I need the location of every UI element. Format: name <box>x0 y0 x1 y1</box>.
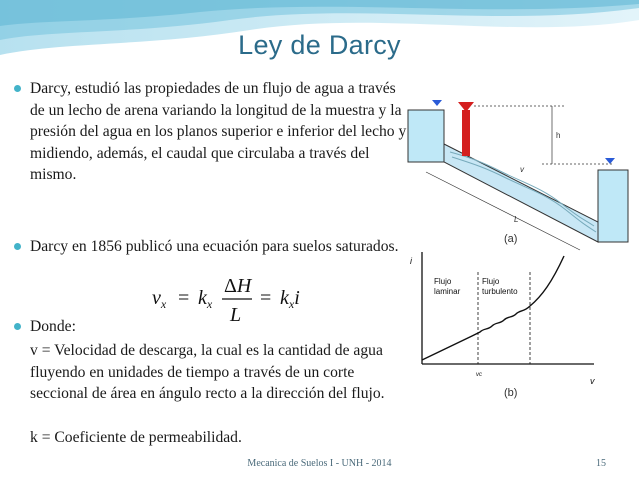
formula-vx: $v_x$ <box>152 287 167 311</box>
label-h: h <box>556 131 561 140</box>
darcy-figure <box>402 92 634 404</box>
figure-a-label: (a) <box>504 233 518 245</box>
bullet-darcy-study <box>14 78 409 186</box>
slide-title: Ley de Darcy <box>238 30 401 60</box>
bullet-darcy-1856 <box>14 236 409 258</box>
figure-a-apparatus <box>408 100 628 250</box>
water-level-icon <box>432 100 442 106</box>
label-vc: vc <box>476 372 482 378</box>
label-v: v <box>520 165 524 174</box>
formula-eq2: = <box>260 287 272 309</box>
footer-text: Mecanica de Suelos I - UNH - 2014 <box>247 458 392 469</box>
bullet-3-text: Donde: <box>14 316 409 338</box>
formula-deltaH: ΔH <box>224 275 252 297</box>
formula-eq1: = <box>178 287 190 309</box>
page-number: 15 <box>596 458 606 469</box>
bullet-1-text: Darcy, estudió las propiedades de un flujo de agua a través de un lecho de arena variando la longitud de la muestra y la presión del agua en los planos superior e inferior del lecho y midiendo, además, el caudal que circulaba a través del mismo. <box>14 78 409 186</box>
figure-b-label: (b) <box>504 387 518 399</box>
formula-L: L <box>230 304 242 326</box>
formula-kx1: $k_x$ <box>198 287 213 311</box>
flow-curve <box>422 256 564 360</box>
zone-laminar-label: Flujo laminar <box>434 277 461 296</box>
axis-v-label: v <box>590 376 595 386</box>
water-level-icon <box>605 158 615 164</box>
zone-turbulent-label: Flujo turbulento <box>482 277 518 296</box>
definition-v: v = Velocidad de descarga, la cual es la cantidad de agua fluyendo en unidades de tiempo a través de un corte seccional de área en ángulo recto a la dirección del flujo. <box>30 342 385 402</box>
bullet-donde <box>14 316 409 338</box>
axis-i-label: i <box>410 256 412 266</box>
figure-b-graph <box>410 252 595 399</box>
bullet-2-text: Darcy en 1856 publicó una ecuación para suelos saturados. <box>14 236 409 258</box>
formula-kxi: $k_xi$ <box>280 287 300 311</box>
label-L: L <box>514 215 519 224</box>
definition-k: k = Coeficiente de permeabilidad. <box>30 429 242 446</box>
